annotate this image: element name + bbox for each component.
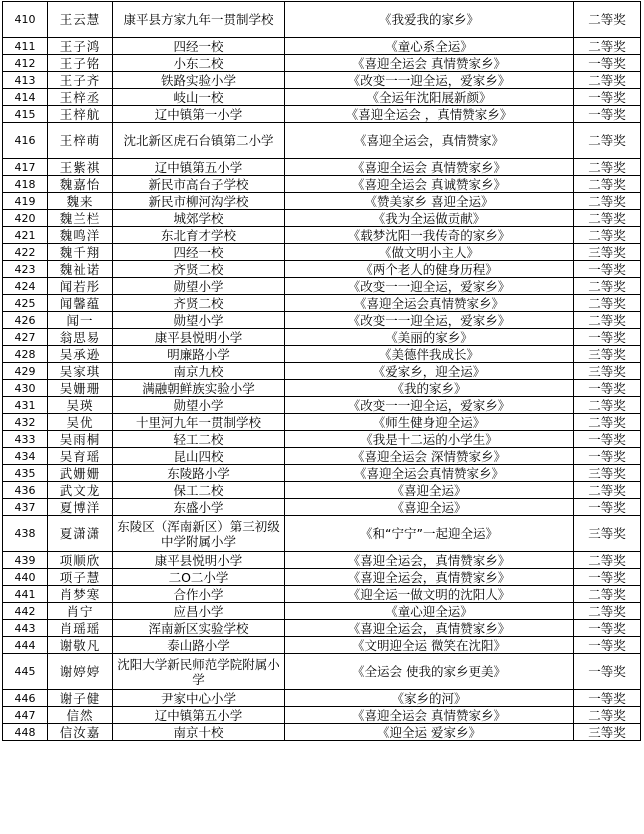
row-number: 429 <box>3 363 48 380</box>
student-name: 夏博洋 <box>48 499 113 516</box>
school-name: 南京十校 <box>113 724 285 741</box>
row-number: 438 <box>3 516 48 552</box>
award-level: 一等奖 <box>574 620 641 637</box>
student-name: 王梓萌 <box>48 123 113 159</box>
table-row <box>3 176 641 193</box>
work-title: 《家乡的河》 <box>285 690 574 707</box>
work-title: 《喜迎全运会，真情赞家》 <box>285 123 574 159</box>
student-name: 夏潇潇 <box>48 516 113 552</box>
school-name: 满融朝鲜族实验小学 <box>113 380 285 397</box>
student-name: 吴瑛 <box>48 397 113 414</box>
row-number: 434 <box>3 448 48 465</box>
award-level: 一等奖 <box>574 329 641 346</box>
award-level: 一等奖 <box>574 380 641 397</box>
school-name: 东北育才学校 <box>113 227 285 244</box>
school-name: 辽中镇第一小学 <box>113 106 285 123</box>
row-number: 426 <box>3 312 48 329</box>
school-name: 沈北新区虎石台镇第二小学 <box>113 123 285 159</box>
award-level: 二等奖 <box>574 227 641 244</box>
school-name: 辽中镇第五小学 <box>113 159 285 176</box>
table-row <box>3 312 641 329</box>
school-name: 铁路实验小学 <box>113 72 285 89</box>
award-level: 二等奖 <box>574 295 641 312</box>
table-row <box>3 690 641 707</box>
award-level: 二等奖 <box>574 72 641 89</box>
work-title: 《爱家乡，迎全运》 <box>285 363 574 380</box>
student-name: 魏千翔 <box>48 244 113 261</box>
table-row <box>3 72 641 89</box>
row-number: 446 <box>3 690 48 707</box>
table-row <box>3 465 641 482</box>
student-name: 项顺欣 <box>48 552 113 569</box>
table-row <box>3 346 641 363</box>
award-table <box>2 1 641 741</box>
student-name: 吴家琪 <box>48 363 113 380</box>
table-row <box>3 363 641 380</box>
award-level: 二等奖 <box>574 707 641 724</box>
work-title: 《两个老人的健身历程》 <box>285 261 574 278</box>
award-level: 一等奖 <box>574 106 641 123</box>
table-row <box>3 448 641 465</box>
award-level: 三等奖 <box>574 516 641 552</box>
student-name: 武姗姗 <box>48 465 113 482</box>
row-number: 443 <box>3 620 48 637</box>
student-name: 魏鸣洋 <box>48 227 113 244</box>
student-name: 肖宁 <box>48 603 113 620</box>
table-row <box>3 55 641 72</box>
school-name: 康平县方家九年一贯制学校 <box>113 2 285 38</box>
award-level: 一等奖 <box>574 654 641 690</box>
school-name: 东陵路小学 <box>113 465 285 482</box>
school-name: 新民市柳河沟学校 <box>113 193 285 210</box>
student-name: 翁思易 <box>48 329 113 346</box>
table-row <box>3 193 641 210</box>
work-title: 《喜迎全运会 真情赞家乡》 <box>285 159 574 176</box>
work-title: 《迎全运一做文明的沈阳人》 <box>285 586 574 603</box>
work-title: 《载梦沈阳一我传奇的家乡》 <box>285 227 574 244</box>
award-level: 二等奖 <box>574 603 641 620</box>
school-name: 泰山路小学 <box>113 637 285 654</box>
table-row <box>3 278 641 295</box>
table-row <box>3 38 641 55</box>
student-name: 吴优 <box>48 414 113 431</box>
school-name: 辽中镇第五小学 <box>113 707 285 724</box>
student-name: 谢子健 <box>48 690 113 707</box>
work-title: 《喜迎全运会 ，真情赞家乡》 <box>285 106 574 123</box>
award-level: 三等奖 <box>574 363 641 380</box>
award-level: 一等奖 <box>574 637 641 654</box>
work-title: 《童心系全运》 <box>285 38 574 55</box>
row-number: 413 <box>3 72 48 89</box>
award-level: 二等奖 <box>574 123 641 159</box>
table-row <box>3 707 641 724</box>
student-name: 武文龙 <box>48 482 113 499</box>
work-title: 《喜迎全运》 <box>285 482 574 499</box>
work-title: 《喜迎全运会 真情赞家乡》 <box>285 55 574 72</box>
row-number: 432 <box>3 414 48 431</box>
award-level: 二等奖 <box>574 193 641 210</box>
school-name: 勋望小学 <box>113 312 285 329</box>
table-row <box>3 431 641 448</box>
school-name: 十里河九年一贯制学校 <box>113 414 285 431</box>
row-number: 441 <box>3 586 48 603</box>
row-number: 430 <box>3 380 48 397</box>
school-name: 小东二校 <box>113 55 285 72</box>
school-name: 城郊学校 <box>113 210 285 227</box>
row-number: 414 <box>3 89 48 106</box>
row-number: 428 <box>3 346 48 363</box>
row-number: 412 <box>3 55 48 72</box>
work-title: 《做文明小主人》 <box>285 244 574 261</box>
row-number: 417 <box>3 159 48 176</box>
table-row <box>3 106 641 123</box>
school-name: 四经一校 <box>113 38 285 55</box>
student-name: 项子慧 <box>48 569 113 586</box>
school-name: 应昌小学 <box>113 603 285 620</box>
table-row <box>3 482 641 499</box>
award-level: 一等奖 <box>574 55 641 72</box>
table-row <box>3 586 641 603</box>
row-number: 421 <box>3 227 48 244</box>
work-title: 《喜迎全运会真情赞家乡》 <box>285 295 574 312</box>
table-row <box>3 569 641 586</box>
school-name: 东盛小学 <box>113 499 285 516</box>
work-title: 《迎全运 爱家乡》 <box>285 724 574 741</box>
table-row <box>3 210 641 227</box>
award-level: 二等奖 <box>574 210 641 227</box>
school-name: 浑南新区实验学校 <box>113 620 285 637</box>
work-title: 《改变一一迎全运，爱家乡》 <box>285 312 574 329</box>
row-number: 440 <box>3 569 48 586</box>
work-title: 《喜迎全运会 真诚赞家乡》 <box>285 176 574 193</box>
award-level: 一等奖 <box>574 89 641 106</box>
table-row <box>3 329 641 346</box>
student-name: 王子鸿 <box>48 38 113 55</box>
row-number: 416 <box>3 123 48 159</box>
table-row <box>3 261 641 278</box>
table-row <box>3 516 641 552</box>
award-level: 一等奖 <box>574 261 641 278</box>
work-title: 《我是十二运的小学生》 <box>285 431 574 448</box>
work-title: 《喜迎全运会 深情赞家乡》 <box>285 448 574 465</box>
work-title: 《和“宁宁”一起迎全运》 <box>285 516 574 552</box>
student-name: 闻若彤 <box>48 278 113 295</box>
award-level: 二等奖 <box>574 278 641 295</box>
row-number: 425 <box>3 295 48 312</box>
row-number: 444 <box>3 637 48 654</box>
work-title: 《美德伴我成长》 <box>285 346 574 363</box>
student-name: 魏来 <box>48 193 113 210</box>
award-level: 一等奖 <box>574 448 641 465</box>
student-name: 肖瑶瑶 <box>48 620 113 637</box>
award-level: 一等奖 <box>574 499 641 516</box>
school-name: 二O二小学 <box>113 569 285 586</box>
school-name: 保工二校 <box>113 482 285 499</box>
award-level: 二等奖 <box>574 2 641 38</box>
row-number: 420 <box>3 210 48 227</box>
work-title: 《改变一一迎全运，爱家乡》 <box>285 397 574 414</box>
table-row <box>3 380 641 397</box>
row-number: 423 <box>3 261 48 278</box>
row-number: 424 <box>3 278 48 295</box>
work-title: 《师生健身迎全运》 <box>285 414 574 431</box>
student-name: 闻馨蕴 <box>48 295 113 312</box>
school-name: 南京九校 <box>113 363 285 380</box>
student-name: 闻一 <box>48 312 113 329</box>
student-name: 谢婷婷 <box>48 654 113 690</box>
row-number: 415 <box>3 106 48 123</box>
row-number: 427 <box>3 329 48 346</box>
work-title: 《改变一一迎全运，爱家乡》 <box>285 72 574 89</box>
row-number: 435 <box>3 465 48 482</box>
table-row <box>3 123 641 159</box>
award-level: 二等奖 <box>574 482 641 499</box>
student-name: 吴承逊 <box>48 346 113 363</box>
school-name: 东陵区（浑南新区）第三初级中学附属小学 <box>113 516 285 552</box>
work-title: 《全运年沈阳展新颜》 <box>285 89 574 106</box>
work-title: 《喜迎全运会，真情赞家乡》 <box>285 552 574 569</box>
student-name: 王梓航 <box>48 106 113 123</box>
table-row <box>3 654 641 690</box>
student-name: 魏祉诺 <box>48 261 113 278</box>
student-name: 吴姗珊 <box>48 380 113 397</box>
school-name: 明廉路小学 <box>113 346 285 363</box>
work-title: 《喜迎全运会，真情赞家乡》 <box>285 569 574 586</box>
work-title: 《赞美家乡 喜迎全运》 <box>285 193 574 210</box>
student-name: 谢敬凡 <box>48 637 113 654</box>
table-row <box>3 159 641 176</box>
row-number: 411 <box>3 38 48 55</box>
student-name: 王云慧 <box>48 2 113 38</box>
table-row <box>3 2 641 38</box>
row-number: 448 <box>3 724 48 741</box>
award-table-body <box>3 2 641 741</box>
table-row <box>3 397 641 414</box>
table-row <box>3 89 641 106</box>
row-number: 422 <box>3 244 48 261</box>
work-title: 《文明迎全运 微笑在沈阳》 <box>285 637 574 654</box>
school-name: 康平县悦明小学 <box>113 552 285 569</box>
award-level: 三等奖 <box>574 465 641 482</box>
table-row <box>3 620 641 637</box>
award-level: 三等奖 <box>574 346 641 363</box>
award-level: 二等奖 <box>574 397 641 414</box>
student-name: 魏嘉怡 <box>48 176 113 193</box>
row-number: 419 <box>3 193 48 210</box>
school-name: 昆山四校 <box>113 448 285 465</box>
work-title: 《我的家乡》 <box>285 380 574 397</box>
school-name: 沈阳大学新民师范学院附属小学 <box>113 654 285 690</box>
student-name: 吴雨桐 <box>48 431 113 448</box>
row-number: 433 <box>3 431 48 448</box>
award-level: 二等奖 <box>574 552 641 569</box>
work-title: 《全运会 使我的家乡更美》 <box>285 654 574 690</box>
work-title: 《喜迎全运》 <box>285 499 574 516</box>
school-name: 四经一校 <box>113 244 285 261</box>
award-level: 一等奖 <box>574 431 641 448</box>
award-level: 二等奖 <box>574 586 641 603</box>
school-name: 勋望小学 <box>113 278 285 295</box>
table-row <box>3 603 641 620</box>
student-name: 王子齐 <box>48 72 113 89</box>
award-level: 二等奖 <box>574 38 641 55</box>
work-title: 《美丽的家乡》 <box>285 329 574 346</box>
table-row <box>3 724 641 741</box>
award-level: 一等奖 <box>574 690 641 707</box>
row-number: 437 <box>3 499 48 516</box>
row-number: 436 <box>3 482 48 499</box>
table-row <box>3 227 641 244</box>
school-name: 康平县悦明小学 <box>113 329 285 346</box>
table-row <box>3 414 641 431</box>
award-level: 一等奖 <box>574 569 641 586</box>
student-name: 肖梦寒 <box>48 586 113 603</box>
row-number: 447 <box>3 707 48 724</box>
work-title: 《喜迎全运会真情赞家乡》 <box>285 465 574 482</box>
table-row <box>3 295 641 312</box>
school-name: 轻工二校 <box>113 431 285 448</box>
row-number: 418 <box>3 176 48 193</box>
work-title: 《童心迎全运》 <box>285 603 574 620</box>
award-level: 二等奖 <box>574 414 641 431</box>
school-name: 勋望小学 <box>113 397 285 414</box>
award-level: 二等奖 <box>574 312 641 329</box>
row-number: 442 <box>3 603 48 620</box>
school-name: 齐贤二校 <box>113 295 285 312</box>
student-name: 吴育瑶 <box>48 448 113 465</box>
table-row <box>3 552 641 569</box>
row-number: 410 <box>3 2 48 38</box>
student-name: 信然 <box>48 707 113 724</box>
student-name: 魏兰栏 <box>48 210 113 227</box>
work-title: 《改变一一迎全运，爱家乡》 <box>285 278 574 295</box>
award-level: 三等奖 <box>574 244 641 261</box>
award-level: 二等奖 <box>574 159 641 176</box>
work-title: 《喜迎全运会 真情赞家乡》 <box>285 707 574 724</box>
row-number: 431 <box>3 397 48 414</box>
work-title: 《我爱我的家乡》 <box>285 2 574 38</box>
student-name: 王紫祺 <box>48 159 113 176</box>
row-number: 445 <box>3 654 48 690</box>
school-name: 齐贤二校 <box>113 261 285 278</box>
row-number: 439 <box>3 552 48 569</box>
award-level: 三等奖 <box>574 724 641 741</box>
student-name: 信汝嘉 <box>48 724 113 741</box>
table-row <box>3 637 641 654</box>
work-title: 《我为全运做贡献》 <box>285 210 574 227</box>
table-row <box>3 499 641 516</box>
award-level: 二等奖 <box>574 176 641 193</box>
table-row <box>3 244 641 261</box>
school-name: 新民市高台子学校 <box>113 176 285 193</box>
school-name: 合作小学 <box>113 586 285 603</box>
work-title: 《喜迎全运会，真情赞家乡》 <box>285 620 574 637</box>
school-name: 岐山一校 <box>113 89 285 106</box>
student-name: 王梓丞 <box>48 89 113 106</box>
student-name: 王子铭 <box>48 55 113 72</box>
school-name: 尹家中心小学 <box>113 690 285 707</box>
